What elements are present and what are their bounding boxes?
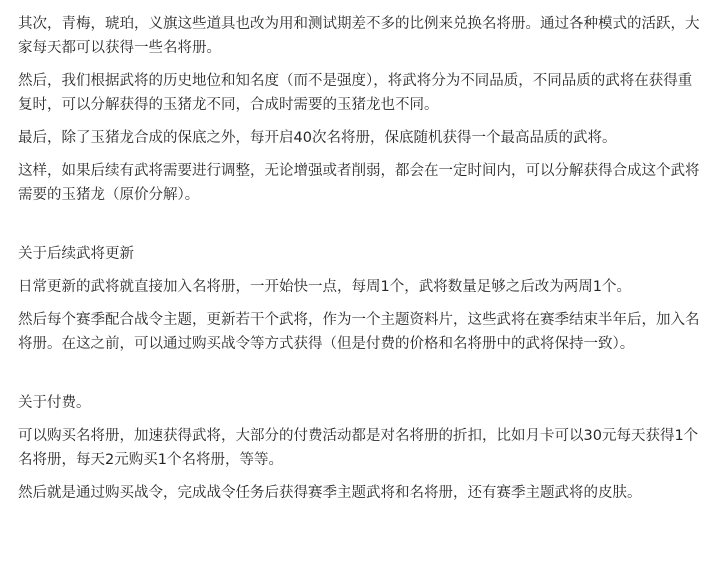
paragraph-season-updates: 然后每个赛季配合战令主题，更新若干个武将，作为一个主题资料片，这些武将在赛季结束半年后，加入名将册。在这之前，可以通过购买战令等方式获得（但是付费的价格和名将册中的武将保持一致）。 [18,312,700,352]
paragraph-guarantee: 最后，除了玉猪龙合成的保底之外，每开启40次名将册，保底随机获得一个最高品质的武将。 [18,130,617,146]
paragraph-battle-pass: 然后就是通过购买战令，完成战令任务后获得赛季主题武将和名将册，还有赛季主题武将的皮肤。 [18,485,642,501]
paragraph-quality: 然后，我们根据武将的历史地位和知名度（而不是强度），将武将分为不同品质，不同品质的武将在获得重复时，可以分解获得的玉猪龙不同，合成时需要的玉猪龙也不同。 [18,73,693,113]
section-spacer [18,216,702,242]
paragraph-purchase: 可以购买名将册，加速获得武将，大部分的付费活动都是对名将册的折扣，比如月卡可以30元每天获得1个名将册，每天2元购买1个名将册，等等。 [18,428,699,468]
paragraph-adjustment: 这样，如果后续有武将需要进行调整，无论增强或者削弱，都会在一定时间内，可以分解获得合成这个武将需要的玉猪龙（原价分解）。 [18,163,700,203]
section-heading-payment: 关于付费。 [18,395,91,411]
paragraph-exchange: 其次，青梅，琥珀，义旗这些道具也改为用和测试期差不多的比例来兑换名将册。通过各种模式的活跃，大家每天都可以获得一些名将册。 [18,16,700,56]
section-spacer [18,365,702,391]
section-heading-updates: 关于后续武将更新 [18,246,134,262]
paragraph-daily-updates: 日常更新的武将就直接加入名将册，一开始快一点，每周1个，武将数量足够之后改为两周1个。 [18,279,631,295]
